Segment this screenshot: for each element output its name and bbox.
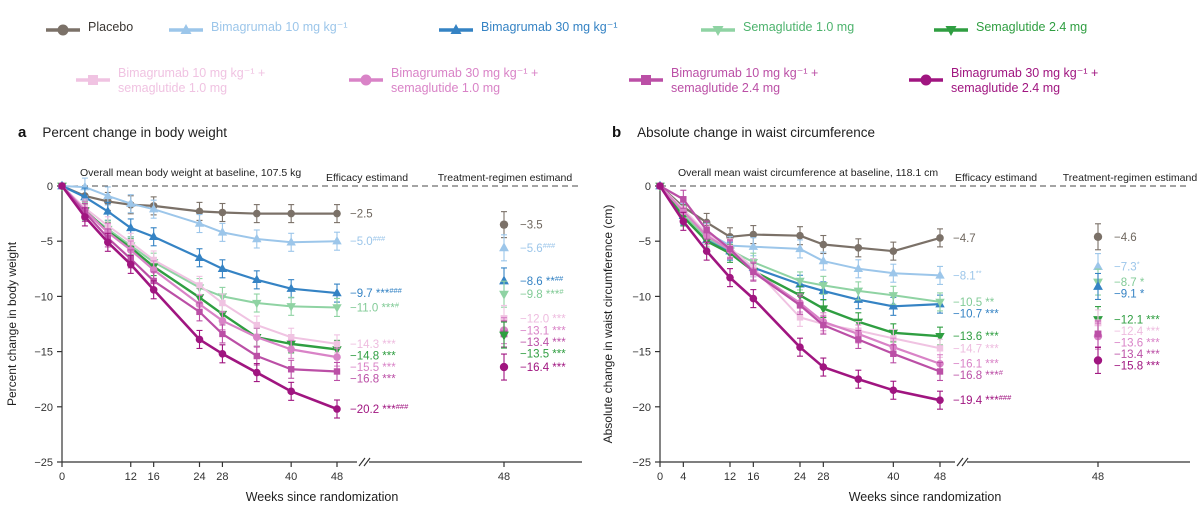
bima30-sema24-point-marker xyxy=(796,343,804,351)
estimand-value-label: −13.1 *** xyxy=(520,325,566,338)
legend-label-bima30-sema24: Bimagrumab 30 mg kg⁻¹ + semaglutide 2.4 mg xyxy=(951,66,1099,95)
series-bima10-sema10 xyxy=(657,183,943,357)
legend-label-bima30: Bimagrumab 30 mg kg⁻¹ xyxy=(481,20,618,34)
treatment-regimen-estimand-labels xyxy=(520,220,566,374)
svg-text:−5: −5 xyxy=(40,236,53,249)
bima30-sema24-marker-glyph xyxy=(921,75,932,86)
estimand-value-label: −12.4 *** xyxy=(1114,326,1160,339)
bima30-sema10-point-marker xyxy=(219,317,227,325)
placebo-point-marker xyxy=(796,232,804,240)
estimand-value-label: −8.7 * xyxy=(1114,277,1145,290)
placebo-point-marker xyxy=(936,234,944,242)
legend-item-bima10 xyxy=(168,20,348,39)
legend-label-bima10-sema10: Bimagrumab 10 mg kg⁻¹ + semaglutide 1.0 mg xyxy=(118,66,266,95)
baseline-annotation: Overall mean waist circumference at baseline, 118.1 cm xyxy=(678,167,939,179)
bima10-marker-icon xyxy=(168,21,204,39)
placebo-point-marker xyxy=(219,209,227,217)
bima10-sema24-point-marker xyxy=(890,351,896,357)
treatment-regimen-estimand-points xyxy=(499,212,509,380)
legend-item-bima10-sema10 xyxy=(75,66,265,96)
svg-text:−10: −10 xyxy=(632,291,651,304)
bima10-sema24-point-marker xyxy=(680,196,686,202)
svg-text:0: 0 xyxy=(58,471,66,483)
bima10-sema24-point-marker xyxy=(254,353,260,359)
estimand-value-label: −13.6 *** xyxy=(953,331,999,344)
panel-b-title xyxy=(612,124,875,141)
legend-item-sema10 xyxy=(700,20,854,39)
estimand-value-label: −9.8 ***# xyxy=(520,287,564,302)
bima30-sema24-point-marker xyxy=(287,388,295,396)
estimand-value-label: −5.0### xyxy=(350,234,386,249)
svg-text:48: 48 xyxy=(497,471,511,483)
x-axis-ticks xyxy=(59,462,510,483)
error-bars xyxy=(680,208,943,345)
series-bima10 xyxy=(57,178,341,251)
bima30-sema10-marker-glyph xyxy=(361,75,372,86)
bima30-sema24-marker-icon xyxy=(908,71,944,89)
efficacy-estimand-header: Efficacy estimand xyxy=(325,172,409,184)
svg-text:24: 24 xyxy=(793,471,807,483)
svg-text:−15: −15 xyxy=(632,346,651,359)
bima10-point-marker xyxy=(332,236,341,244)
bima30-sema24-point-marker xyxy=(196,336,204,344)
legend-item-bima30-sema10 xyxy=(348,66,538,96)
error-bars xyxy=(680,207,943,316)
estimand-value-label: −13.4 *** xyxy=(520,337,566,350)
svg-text:40: 40 xyxy=(887,471,900,483)
bima10-sema24-point-marker xyxy=(219,331,225,337)
svg-text:−25: −25 xyxy=(632,457,651,469)
error-bars xyxy=(680,198,943,260)
bima10-sema10-marker-icon xyxy=(75,71,111,89)
bima30-sema24-point-marker xyxy=(890,386,898,394)
estimand-value-label: −14.8 *** xyxy=(350,350,396,363)
svg-text:−15: −15 xyxy=(34,346,53,359)
placebo-estimand-marker xyxy=(500,220,508,228)
panel-b-chart xyxy=(598,150,1200,523)
bima10-sema24-point-marker xyxy=(334,368,340,374)
bima30-sema24-point-marker xyxy=(936,396,944,404)
svg-text:28: 28 xyxy=(216,471,229,483)
bima30-sema24-point-marker xyxy=(680,218,688,226)
placebo-marker-glyph xyxy=(58,25,69,36)
bima10-sema24-point-marker xyxy=(196,309,202,315)
svg-text:0: 0 xyxy=(644,181,651,193)
bima30-marker-icon xyxy=(438,21,474,39)
estimand-value-label: −11.0 ***# xyxy=(350,300,400,315)
svg-text:40: 40 xyxy=(285,471,298,483)
estimand-value-label: −16.8 ***# xyxy=(953,368,1003,383)
bima30-sema10-point-marker xyxy=(287,346,295,354)
treatment-regimen-estimand-labels xyxy=(1114,232,1160,373)
placebo-point-marker xyxy=(820,241,828,249)
bima10-sema10-point-marker xyxy=(219,300,225,306)
estimand-value-label: −10.7 *** xyxy=(953,308,999,321)
bima30-sema24-point-marker xyxy=(855,375,863,383)
x-axis-label: Weeks since randomization xyxy=(245,490,399,504)
legend-item-bima30 xyxy=(438,20,618,39)
sema10-point-marker xyxy=(332,304,341,312)
estimand-value-label: −12.1 *** xyxy=(1114,314,1160,327)
error-bars xyxy=(82,188,340,302)
estimand-value-label: −9.7 ***### xyxy=(350,286,402,301)
estimand-value-label: −4.6 xyxy=(1114,231,1137,244)
efficacy-estimand-header: Efficacy estimand xyxy=(954,172,1038,184)
y-axis-label: Percent change in body weight xyxy=(5,241,19,407)
panel-b-title-text: Absolute change in waist circumference xyxy=(637,125,876,140)
bima30-sema10-point-marker xyxy=(333,353,341,361)
error-bars xyxy=(82,199,340,353)
bima10-sema10-point-marker xyxy=(288,334,294,340)
bima30-sema10-marker-icon xyxy=(348,71,384,89)
svg-text:−10: −10 xyxy=(34,291,53,304)
bima30-sema24-point-marker xyxy=(58,182,66,190)
sema24-marker-icon xyxy=(933,21,969,39)
bima10-sema10-point-marker xyxy=(254,322,260,328)
estimand-value-label: −16.1 *** xyxy=(953,358,999,371)
svg-text:16: 16 xyxy=(747,471,760,483)
bima30-sema24-point-marker xyxy=(703,247,711,255)
sema24-estimand-marker xyxy=(499,332,509,341)
estimand-value-label: −9.1 * xyxy=(1114,288,1145,301)
sema10-estimand-marker xyxy=(499,291,509,300)
estimand-value-label: −13.5 *** xyxy=(520,348,566,361)
bima10-sema24-estimand-marker xyxy=(1095,331,1102,338)
bima10-sema24-point-marker xyxy=(750,269,756,275)
bima10-sema24-marker-icon xyxy=(628,71,664,89)
bima30-sema24-point-marker xyxy=(726,274,734,282)
placebo-point-marker xyxy=(253,210,261,218)
estimand-value-label: −14.3 *** xyxy=(350,338,396,351)
bima10-sema10-point-marker xyxy=(334,341,340,347)
bima30-sema24-point-marker xyxy=(219,350,227,358)
svg-text:−5: −5 xyxy=(638,236,651,249)
svg-text:48: 48 xyxy=(1091,471,1105,483)
svg-text:0: 0 xyxy=(656,471,664,483)
bima10-sema24-point-marker xyxy=(288,366,294,372)
bima30-sema24-estimand-marker xyxy=(500,363,508,371)
error-bars xyxy=(82,201,340,366)
bima30-sema24-point-marker xyxy=(127,261,135,269)
bima10-estimand-marker xyxy=(499,242,509,251)
svg-text:12: 12 xyxy=(124,471,137,483)
bima10-sema24-point-marker xyxy=(820,322,826,328)
placebo-point-marker xyxy=(855,244,863,252)
svg-text:48: 48 xyxy=(330,471,344,483)
bima30-sema24-point-marker xyxy=(820,363,828,371)
legend-label-placebo: Placebo xyxy=(88,20,134,34)
estimand-value-label: −15.8 *** xyxy=(1114,360,1160,373)
bima10-sema24-point-marker xyxy=(797,302,803,308)
legend-item-sema24 xyxy=(933,20,1087,39)
estimand-value-label: −7.3* xyxy=(1114,259,1140,274)
sema10-marker-icon xyxy=(700,21,736,39)
efficacy-estimand-labels xyxy=(953,233,1012,407)
placebo-point-marker xyxy=(287,210,295,218)
svg-text:24: 24 xyxy=(193,471,206,483)
placebo-point-marker xyxy=(890,247,898,255)
legend-label-bima10: Bimagrumab 10 mg kg⁻¹ xyxy=(211,20,348,34)
legend-item-bima10-sema24 xyxy=(628,66,818,96)
bima30-sema24-point-marker xyxy=(81,213,89,221)
estimand-value-label: −14.7 *** xyxy=(953,343,999,356)
svg-text:−20: −20 xyxy=(632,401,651,414)
legend-label-sema10: Semaglutide 1.0 mg xyxy=(743,20,855,34)
svg-text:−20: −20 xyxy=(34,401,53,414)
treatment-regimen-estimand-header: Treatment-regimen estimand xyxy=(437,172,573,184)
bima10-sema10-point-marker xyxy=(937,345,943,351)
baseline-annotation: Overall mean body weight at baseline, 107.5 kg xyxy=(80,167,302,179)
estimand-value-label: −12.0 *** xyxy=(520,313,566,326)
estimand-value-label: −16.4 *** xyxy=(520,362,566,375)
estimand-value-label: −3.5 xyxy=(520,219,543,232)
bima30-sema24-point-marker xyxy=(333,405,341,413)
legend-label-bima30-sema10: Bimagrumab 30 mg kg⁻¹ + semaglutide 1.0 mg xyxy=(391,66,539,95)
bima10-sema24-point-marker xyxy=(703,227,709,233)
estimand-value-label: −13.4 *** xyxy=(1114,349,1160,362)
panel-a-letter: a xyxy=(18,124,27,141)
bima10-sema24-point-marker xyxy=(855,336,861,342)
estimand-value-label: −20.2 ***### xyxy=(350,402,409,417)
estimand-value-label: −10.5 ** xyxy=(953,296,995,309)
bima30-sema24-estimand-marker xyxy=(1094,356,1102,364)
placebo-estimand-marker xyxy=(1094,233,1102,241)
panel-a-chart xyxy=(0,150,598,523)
bima10-sema24-point-marker xyxy=(727,246,733,252)
svg-text:48: 48 xyxy=(933,471,947,483)
estimand-value-label: −13.6 *** xyxy=(1114,337,1160,350)
legend-item-placebo xyxy=(45,20,133,39)
placebo-marker-icon xyxy=(45,21,81,39)
y-axis-label: Absolute change in waist circumference (cm) xyxy=(601,204,615,444)
x-axis-label: Weeks since randomization xyxy=(848,490,1002,504)
bima30-sema24-point-marker xyxy=(150,286,158,294)
bima30-point-marker xyxy=(126,223,135,231)
panel-a-title-text: Percent change in body weight xyxy=(42,125,227,140)
x-axis-ticks xyxy=(657,462,1104,483)
y-axis-ticks xyxy=(34,181,62,469)
y-axis-ticks xyxy=(632,181,660,469)
svg-text:16: 16 xyxy=(147,471,160,483)
estimand-value-label: −8.1** xyxy=(953,268,982,283)
axes xyxy=(660,186,1190,466)
error-bars xyxy=(680,206,943,311)
legend-item-bima30-sema24 xyxy=(908,66,1098,96)
bima30-sema24-point-marker xyxy=(253,369,261,377)
legend-label-sema24: Semaglutide 2.4 mg xyxy=(976,20,1088,34)
error-bars xyxy=(82,187,340,223)
estimand-value-label: −5.6### xyxy=(520,240,556,255)
bima10-sema24-point-marker xyxy=(937,368,943,374)
estimand-value-label: −19.4 ***### xyxy=(953,393,1012,408)
svg-text:12: 12 xyxy=(723,471,737,483)
bima30-sema24-point-marker xyxy=(656,182,664,190)
estimand-value-label: −16.8 *** xyxy=(350,373,396,386)
svg-text:−25: −25 xyxy=(34,457,53,469)
treatment-regimen-estimand-points xyxy=(1093,224,1103,374)
bima10-sema10-point-marker xyxy=(196,282,202,288)
svg-text:4: 4 xyxy=(680,471,687,483)
bima10-sema24-marker-glyph xyxy=(641,75,651,85)
bima30-sema10-point-marker xyxy=(253,333,261,341)
bima30-sema24-point-marker xyxy=(750,295,758,303)
bima10-sema10-point-marker xyxy=(797,314,803,320)
bima30-estimand-marker xyxy=(1093,281,1103,290)
estimand-value-label: −15.5 *** xyxy=(350,361,396,374)
estimand-value-label: −4.7 xyxy=(953,232,976,245)
panel-b-letter: b xyxy=(612,124,622,141)
estimand-value-label: −8.6 **## xyxy=(520,273,564,288)
treatment-regimen-estimand-header: Treatment-regimen estimand xyxy=(1062,172,1198,184)
bima30-sema24-point-marker xyxy=(104,239,112,247)
bima10-sema10-marker-glyph xyxy=(88,75,98,85)
estimand-value-label: −2.5 xyxy=(350,208,373,221)
svg-text:28: 28 xyxy=(817,471,830,483)
svg-text:0: 0 xyxy=(46,181,53,193)
panel-a-title xyxy=(18,124,227,141)
placebo-point-marker xyxy=(333,210,341,218)
efficacy-estimand-labels xyxy=(350,209,409,416)
error-bars xyxy=(82,201,340,358)
legend-label-bima10-sema24: Bimagrumab 10 mg kg⁻¹ + semaglutide 2.4 mg xyxy=(671,66,819,95)
